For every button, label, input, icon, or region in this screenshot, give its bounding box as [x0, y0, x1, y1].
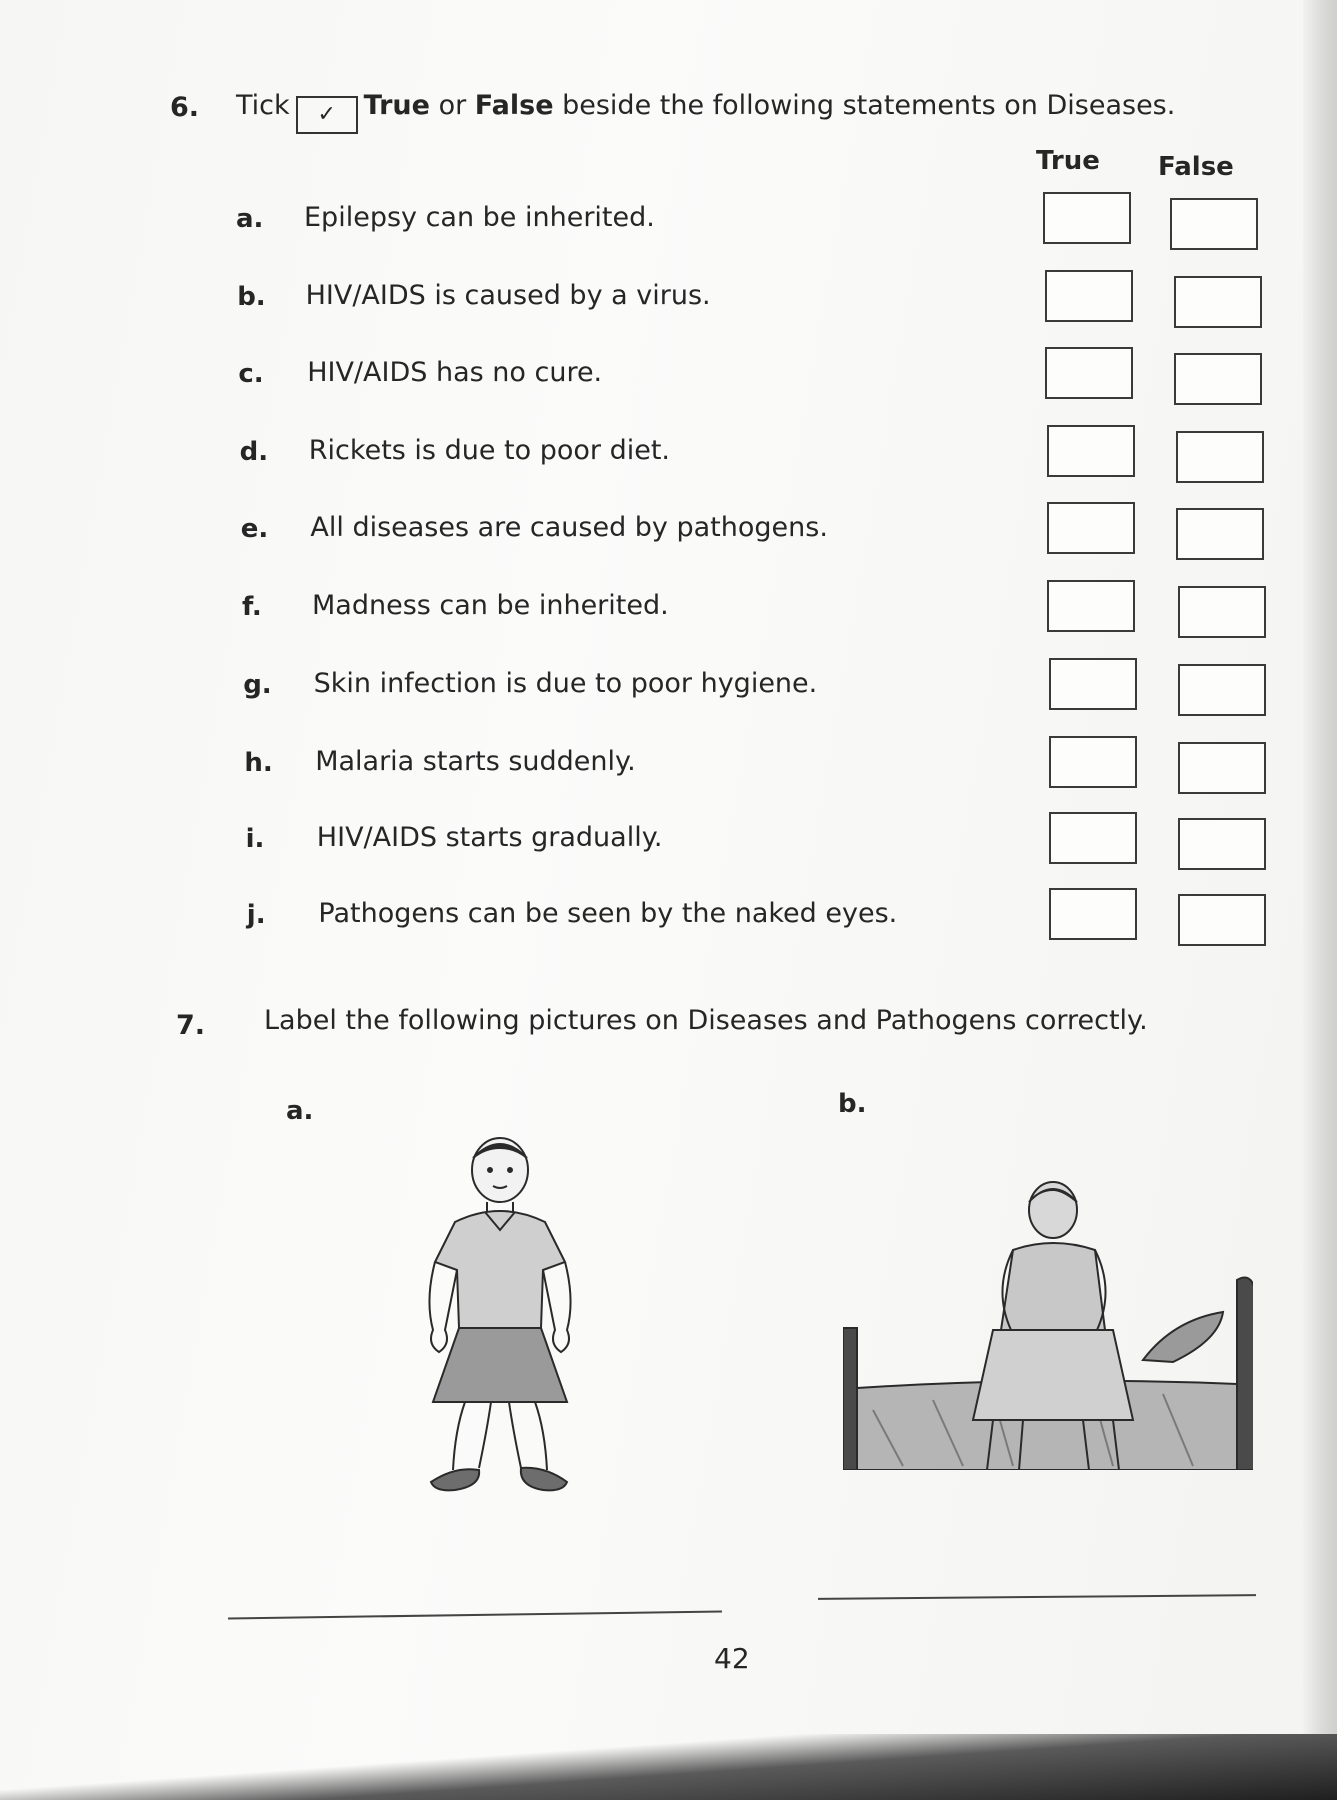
false-checkbox[interactable]: [1176, 508, 1264, 560]
false-checkbox[interactable]: [1178, 894, 1266, 946]
statement-text: Epilepsy can be inherited.: [304, 202, 655, 233]
statement-row: [0, 421, 1337, 481]
statement-letter: i.: [245, 824, 265, 854]
instruction-false-word: False: [474, 90, 554, 121]
statement-row: [0, 884, 1337, 944]
picture-a-label: a.: [286, 1096, 314, 1126]
question-6-number: 6.: [170, 92, 200, 123]
instruction-rest: beside the following statements on Diseases.: [562, 90, 1176, 121]
check-mark-icon: ✓: [317, 102, 336, 127]
statement-letter: j.: [246, 900, 266, 930]
answer-line-b[interactable]: [818, 1594, 1256, 1600]
false-checkbox[interactable]: [1176, 431, 1264, 483]
answer-line-a[interactable]: [228, 1611, 722, 1620]
statement-row: [0, 188, 1337, 248]
true-checkbox[interactable]: [1049, 888, 1137, 940]
true-checkbox[interactable]: [1049, 736, 1137, 788]
true-checkbox[interactable]: [1047, 425, 1135, 477]
statement-row: [0, 498, 1337, 558]
false-checkbox[interactable]: [1178, 742, 1266, 794]
statement-letter: f.: [242, 592, 262, 622]
statement-letter: a.: [236, 204, 264, 234]
statement-text: Rickets is due to poor diet.: [308, 435, 670, 466]
statement-letter: d.: [239, 437, 269, 467]
statement-row: [0, 808, 1337, 868]
statement-row: [0, 654, 1337, 714]
instruction-true-word: True: [363, 90, 430, 121]
question-6-instruction: [236, 90, 1175, 134]
column-header-false: False: [1158, 152, 1234, 182]
true-checkbox[interactable]: [1045, 270, 1133, 322]
statement-letter: h.: [244, 748, 273, 778]
false-checkbox[interactable]: [1170, 198, 1258, 250]
statement-text: Pathogens can be seen by the naked eyes.: [318, 898, 898, 929]
statement-letter: c.: [238, 359, 264, 389]
statement-text: Madness can be inherited.: [312, 590, 669, 621]
figure-a-swollen-person: [395, 1130, 605, 1530]
true-checkbox[interactable]: [1049, 658, 1137, 710]
figure-b-sick-person-on-bed: [843, 1180, 1253, 1470]
statement-row: [0, 343, 1337, 403]
statement-row: [0, 266, 1337, 326]
question-7-instruction: Label the following pictures on Diseases and Pathogens correctly.: [264, 1005, 1148, 1036]
statement-text: All diseases are caused by pathogens.: [310, 512, 828, 543]
statement-text: HIV/AIDS is caused by a virus.: [305, 280, 711, 311]
false-checkbox[interactable]: [1174, 353, 1262, 405]
false-checkbox[interactable]: [1178, 586, 1266, 638]
true-checkbox[interactable]: [1049, 812, 1137, 864]
statement-text: Malaria starts suddenly.: [315, 746, 636, 777]
picture-b-label: b.: [838, 1089, 867, 1119]
statement-text: HIV/AIDS has no cure.: [307, 357, 603, 388]
question-7-number: 7.: [176, 1010, 206, 1041]
page-number: 42: [714, 1642, 750, 1675]
false-checkbox[interactable]: [1174, 276, 1262, 328]
statement-letter: g.: [243, 670, 272, 700]
false-checkbox[interactable]: [1178, 664, 1266, 716]
instruction-or-word: or: [438, 90, 467, 121]
tick-example-box: [296, 96, 358, 134]
statement-row: [0, 732, 1337, 792]
statement-text: Skin infection is due to poor hygiene.: [313, 668, 818, 699]
statement-row: [0, 576, 1337, 636]
statement-letter: e.: [240, 514, 269, 544]
column-header-true: True: [1036, 146, 1100, 176]
true-checkbox[interactable]: [1047, 502, 1135, 554]
statement-letter: b.: [237, 282, 266, 312]
true-checkbox[interactable]: [1043, 192, 1131, 244]
statement-text: HIV/AIDS starts gradually.: [316, 822, 663, 853]
true-checkbox[interactable]: [1047, 580, 1135, 632]
page-bottom-shadow: [0, 1734, 1337, 1800]
false-checkbox[interactable]: [1178, 818, 1266, 870]
instruction-tick-word: Tick: [236, 90, 290, 121]
true-checkbox[interactable]: [1045, 347, 1133, 399]
